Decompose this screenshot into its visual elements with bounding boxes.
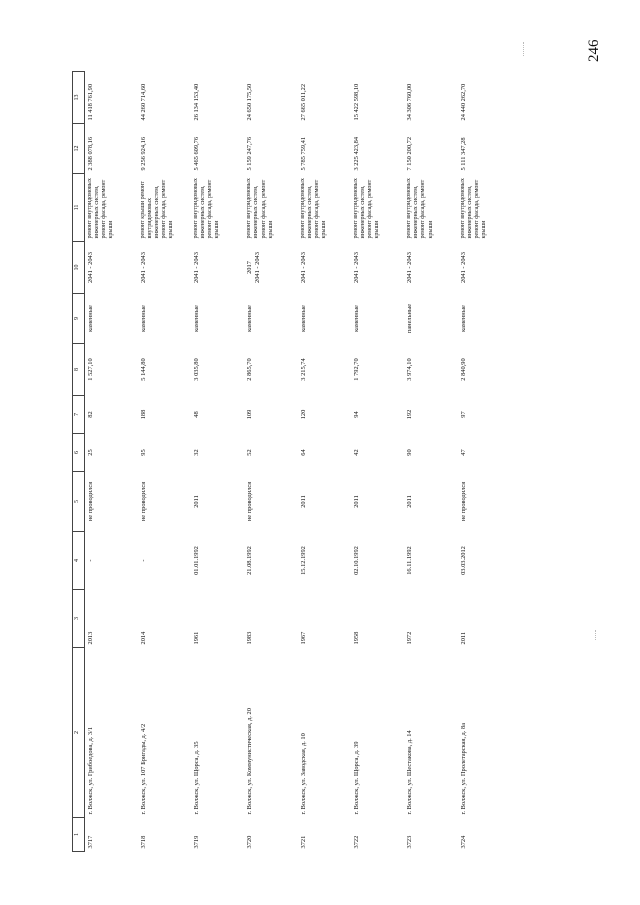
year-built-cell: 1958 — [352, 631, 360, 645]
last-repair-year-cell: не проводился — [246, 481, 254, 522]
last-repair-year-cell: не проводился — [459, 481, 467, 522]
area-cell: 3 035,80 — [193, 358, 201, 381]
privatization-date-cell: 21.08.1992 — [246, 546, 254, 575]
works-cost-cell: 5 111 347,28 — [459, 137, 467, 171]
year-built-cell: 2013 — [87, 631, 94, 645]
works-cost-cell: 5 159 247,76 — [246, 136, 254, 171]
area-cell: 2 840,90 — [459, 358, 467, 381]
table-row — [298, 72, 351, 852]
period-value: 2041 - 2043 — [352, 252, 360, 283]
last-repair-year-cell: не проводился — [139, 481, 147, 522]
row-number: 3718 — [139, 835, 147, 849]
apartments-cell: 52 — [246, 449, 254, 456]
last-repair-year-cell: 2011 — [352, 495, 360, 508]
total-cost-cell: 11 418 761,90 — [87, 83, 94, 121]
wall-material-cell: каменные — [352, 305, 360, 332]
apartments-cell: 25 — [87, 449, 94, 456]
row-number: 3720 — [246, 835, 254, 849]
column-number: 1 — [73, 818, 85, 852]
column-number: 5 — [73, 472, 85, 532]
apartments-cell: 64 — [299, 449, 307, 456]
table-row — [404, 72, 457, 852]
table-row — [458, 72, 511, 852]
repair-period-cell — [191, 242, 244, 294]
scan-mark — [523, 42, 524, 56]
column-number: 11 — [73, 174, 85, 242]
total-cost-cell: 26 134 153,40 — [193, 83, 201, 121]
works-cost-cell: 7 150 200,72 — [406, 136, 414, 171]
row-number: 3717 — [87, 835, 94, 849]
address-cell: г. Волжск, ул. 107 Бригады, д. 4/2 — [139, 723, 147, 815]
repair-works-cell: ремонт внутридомовых инженерных систем, ремонт фасада, ремонт крыши — [87, 178, 115, 239]
residents-cell: 94 — [352, 411, 360, 418]
row-number: 3724 — [459, 835, 467, 849]
repair-register-table — [72, 71, 511, 852]
year-built-cell: 2011 — [459, 631, 467, 645]
works-cost-cell: 5 465 609,76 — [193, 136, 201, 171]
last-repair-year-cell: 2011 — [193, 495, 201, 508]
row-number: 3723 — [406, 835, 414, 849]
column-number: 8 — [73, 344, 85, 396]
year-built-cell: 1972 — [406, 631, 414, 645]
column-number: 7 — [73, 396, 85, 434]
total-cost-cell: 24 650 175,50 — [246, 83, 254, 121]
address-cell: г. Волжск, ул. Щорса, д. 35 — [193, 741, 201, 815]
area-cell: 2 865,70 — [246, 358, 254, 381]
address-cell: г. Волжск, ул. Заводская, д. 10 — [299, 733, 307, 815]
column-number: 9 — [73, 294, 85, 344]
privatization-date-cell: - — [87, 559, 94, 562]
table-row — [85, 72, 138, 852]
area-cell: 3 974,10 — [406, 358, 414, 381]
rotated-sheet — [72, 72, 562, 852]
repair-works-cell: ремонт внутридомовых инженерных систем, ремонт фасада, ремонт крыши — [406, 178, 434, 239]
year-built-cell: 2014 — [139, 631, 147, 645]
residents-cell: 192 — [406, 409, 414, 420]
table-row — [351, 72, 404, 852]
period-value: 2041 - 2043 — [139, 252, 147, 283]
table-row — [244, 72, 297, 852]
area-cell: 5 144,80 — [139, 358, 147, 381]
repair-period-cell — [351, 242, 404, 294]
repair-works-cell: ремонт крыши ремонт внутридомовых инженерных систем, ремонт фасада, ремонт крыши — [139, 179, 175, 239]
wall-material-cell: каменные — [87, 305, 94, 332]
row-number: 3721 — [299, 835, 307, 849]
apartments-cell: 95 — [139, 449, 147, 456]
table-row — [138, 72, 191, 852]
address-cell: г. Волжск, ул. Грибоедова, д. 3/1 — [87, 726, 94, 815]
apartments-cell: 90 — [406, 449, 414, 456]
residents-cell: 109 — [246, 409, 254, 420]
period-value: 2041 - 2043 — [254, 252, 262, 283]
period-value: 2041 - 2043 — [406, 252, 414, 283]
area-cell: 1 792,70 — [352, 358, 360, 381]
row-number: 3719 — [193, 835, 201, 849]
wall-material-cell: каменные — [139, 305, 147, 332]
scan-mark — [595, 630, 596, 640]
area-cell: 1 527,10 — [87, 358, 94, 381]
apartments-cell: 47 — [459, 449, 467, 456]
residents-cell: 120 — [299, 409, 307, 420]
address-cell: г. Волжск, ул. Коммунистическая, д. 20 — [246, 708, 254, 815]
repair-works-cell: ремонт внутридомовых инженерных систем, ремонт фасада, ремонт крыши — [352, 178, 381, 239]
works-cost-cell: 9 256 924,16 — [139, 136, 147, 171]
row-number: 3722 — [352, 835, 360, 849]
period-note: 2017 — [246, 261, 254, 274]
works-cost-cell: 3 225 423,84 — [352, 136, 360, 171]
column-number: 10 — [73, 242, 85, 294]
total-cost-cell: 27 665 011,22 — [299, 83, 307, 121]
privatization-date-cell: 03.03.2012 — [459, 546, 467, 575]
total-cost-cell: 44 260 714,60 — [139, 83, 147, 121]
last-repair-year-cell: 2011 — [406, 495, 414, 508]
residents-cell: 48 — [193, 411, 201, 418]
wall-material-cell: панельные — [406, 303, 414, 334]
total-cost-cell: 15 422 598,10 — [352, 83, 360, 121]
residents-cell: 188 — [139, 409, 147, 420]
privatization-date-cell: 16.11.1992 — [406, 546, 414, 575]
total-cost-cell: 24 440 262,70 — [459, 83, 467, 121]
repair-period-cell — [458, 242, 511, 294]
repair-period-cell — [404, 242, 457, 294]
repair-works-cell: ремонт внутридомовых инженерных систем, ремонт фасада, ремонт крыши — [193, 178, 221, 239]
privatization-date-cell: 02.10.1992 — [352, 546, 360, 575]
area-cell: 3 215,74 — [299, 358, 307, 381]
address-cell: г. Волжск, ул. Шестакова, д. 14 — [406, 730, 414, 815]
works-cost-cell: 5 785 759,41 — [299, 136, 307, 171]
year-built-cell: 1983 — [246, 631, 254, 645]
repair-works-cell: ремонт внутридомовых инженерных систем, ремонт фасада, ремонт крыши — [299, 178, 327, 239]
repair-period-cell — [298, 242, 351, 294]
year-built-cell: 1961 — [193, 631, 201, 645]
privatization-date-cell: 15.12.1992 — [299, 546, 307, 575]
period-value: 2041 - 2043 — [87, 252, 94, 283]
last-repair-year-cell: 2011 — [299, 495, 307, 508]
repair-works-cell: ремонт внутридомовых инженерных систем, ремонт фасада, ремонт крыши — [459, 178, 487, 239]
wall-material-cell: каменные — [246, 305, 254, 332]
residents-cell: 82 — [87, 411, 94, 418]
column-number: 12 — [73, 124, 85, 174]
repair-period-cell — [85, 242, 138, 294]
repair-period-cell — [138, 242, 191, 294]
privatization-date-cell: 01.01.1992 — [193, 546, 201, 575]
column-number: 13 — [73, 72, 85, 124]
total-cost-cell: 34 306 760,00 — [406, 83, 414, 121]
repair-period-cell — [244, 242, 297, 294]
address-cell: г. Волжск, ул. Пролетарская, д. 8а — [459, 722, 467, 815]
last-repair-year-cell: не проводился — [87, 481, 94, 522]
column-number: 6 — [73, 434, 85, 472]
column-number-row — [73, 72, 85, 852]
repair-works-cell: ремонт внутридомовых инженерных систем, ремонт фасада, ремонт крыши — [246, 178, 274, 239]
wall-material-cell: каменные — [299, 305, 307, 332]
works-cost-cell: 2 388 078,16 — [87, 136, 94, 171]
wall-material-cell: каменные — [459, 305, 467, 332]
address-cell: г. Волжск, ул. Щорса, д. 39 — [352, 741, 360, 815]
period-value: 2041 - 2043 — [193, 252, 201, 283]
privatization-date-cell: - — [139, 559, 147, 562]
page-number: 246 — [586, 39, 602, 62]
column-number: 2 — [73, 648, 85, 818]
period-value: 2041 - 2043 — [299, 252, 307, 283]
residents-cell: 97 — [459, 411, 467, 418]
apartments-cell: 42 — [352, 449, 360, 456]
period-value: 2041 - 2043 — [459, 252, 467, 283]
apartments-cell: 32 — [193, 449, 201, 456]
year-built-cell: 1967 — [299, 631, 307, 645]
column-number: 4 — [73, 532, 85, 590]
column-number: 3 — [73, 590, 85, 648]
wall-material-cell: каменные — [193, 305, 201, 332]
table-row — [191, 72, 244, 852]
